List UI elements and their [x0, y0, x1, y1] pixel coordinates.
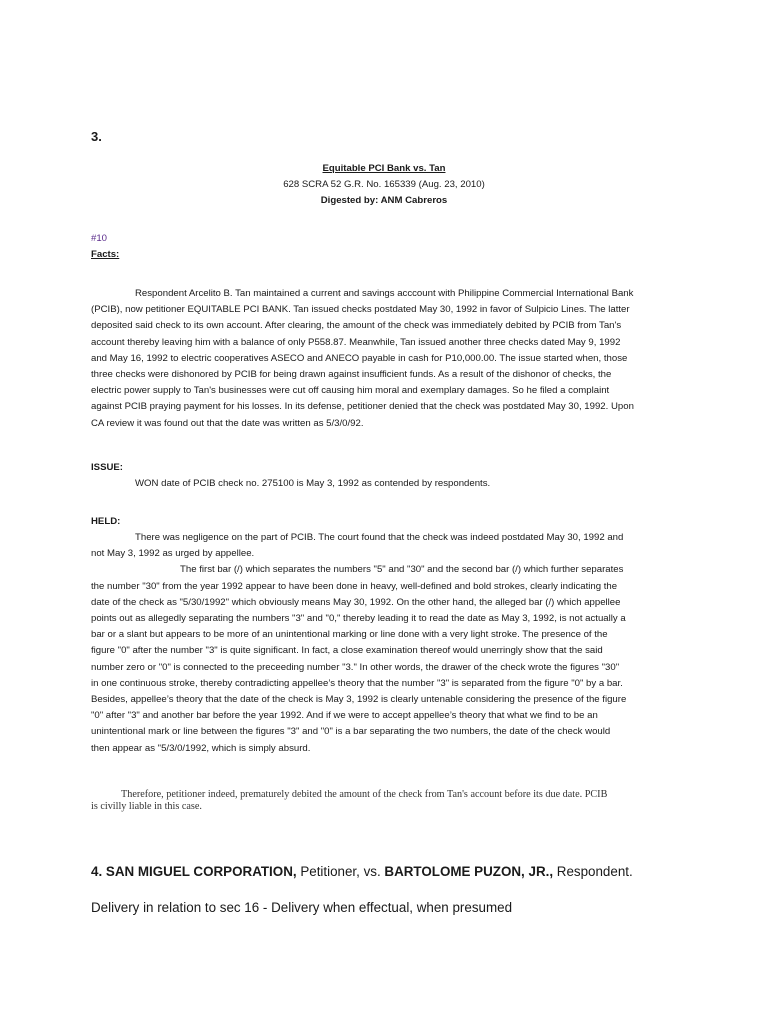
held-line: bar or a slant but appears to be more of an unintentional marking or line done with a very light stroke. The presence of the: [91, 629, 608, 641]
digest-tag: #10: [91, 233, 108, 244]
held-line: Besides, appellee’s theory that the date of the check is May 3, 1992 is clearly untenable considering the presence of the figure: [91, 694, 627, 706]
next-case-petitioner: 4. SAN MIGUEL CORPORATION,: [91, 864, 297, 879]
facts-line: against PCIB praying payment for his losses. In its defense, petitioner denied that the check was postdated May 30, 1992. Upon: [91, 401, 634, 413]
conclusion-line: is civilly liable in this case.: [91, 801, 202, 813]
case-number: 3.: [91, 129, 102, 144]
issue-text: WON date of PCIB check no. 275100 is May 3, 1992 as contended by respondents.: [135, 478, 491, 489]
next-case-respondent: BARTOLOME PUZON, JR.,: [384, 864, 554, 879]
facts-line: and May 16, 1992 to electric cooperatives ASECO and ANECO payable in cash for P10,000.00. The issue started when, those: [91, 352, 628, 364]
next-case-petitioner-role: Petitioner, vs.: [296, 864, 385, 879]
held-line: "0" after "3" and another bar before the year 1992. And if we were to accept appellee’s theory that what we find to be an: [91, 710, 598, 722]
held-line: not May 3, 1992 as urged by appellee.: [91, 548, 255, 560]
held-line: in one continuous stroke, thereby contradicting appellee’s theory that the number "3" is separated from the figure "0" by a bar.: [91, 677, 623, 689]
next-case-respondent-role: Respondent.: [553, 864, 633, 879]
held-line: The first bar (/) which separates the numbers "5" and "30" and the second bar (/) which further separates: [180, 564, 624, 576]
held-line: figure "0" after the number "3" is quite significant. In fact, a close examination thereof would unerringly show that the said: [91, 645, 603, 657]
facts-paragraph: [91, 286, 677, 432]
held-line: the number "30" from the year 1992 appear to have been done in heavy, well-defined and bold strokes, clearly indicating the: [91, 580, 618, 592]
facts-line: Respondent Arcelito B. Tan maintained a current and savings acccount with Philippine Commercial International Bank: [135, 288, 634, 299]
facts-line: account thereby leaving him with a balance of only P558.87. Meanwhile, Tan issued another three checks dated May 9, 1992: [91, 336, 621, 348]
held-line: points out as allegedly separating the numbers "3" and "0," thereby leading it to read the date as May 3, 1992, is not actually a: [91, 613, 626, 625]
held-line: There was negligence on the part of PCIB. The court found that the check was indeed postdated May 30, 1992 and: [135, 532, 624, 543]
held-line: number zero or "0" is connected to the preceeding number "3." In other words, the drawer of the check wrote the figures "30": [91, 661, 620, 673]
held-line: unintentional mark or line between the figures "3" and "0" is a bar separating the two numbers, the date of the check would: [91, 726, 611, 738]
held-line: then appear as "5/3/0/1992, which is simply absurd.: [91, 742, 311, 754]
next-case-heading: [91, 864, 633, 879]
held-line: date of the check as "5/30/1992" which obviously means May 30, 1992. On the other hand, the alleged bar (/) which appellee: [91, 596, 621, 608]
conclusion-line: Therefore, petitioner indeed, prematurely debited the amount of the check from Tan's account before its due date. PCIB: [121, 789, 608, 800]
next-case-topic: Delivery in relation to sec 16 - Delivery when effectual, when presumed: [91, 900, 513, 915]
facts-line: (PCIB), now petitioner EQUITABLE PCI BANK. Tan issued checks postdated May 30, 1992 in favor of Sulpicio Lines. The latter: [91, 304, 630, 316]
conclusion-paragraph: [91, 789, 679, 814]
facts-heading: Facts:: [91, 249, 120, 260]
facts-line: electric power supply to Tan's businesses were cut off causing him moral and exemplary damages. So he filed a complaint: [91, 385, 610, 397]
facts-line: deposited said check to its own account. After clearing, the amount of the check was immediately debited by PCIB from Tan's: [91, 320, 622, 332]
facts-line: three checks were dishonored by PCIB for being drawn against insufficient funds. As a result of the dishonor of checks, the: [91, 369, 612, 381]
case-citation: 628 SCRA 52 G.R. No. 165339 (Aug. 23, 2010): [283, 179, 485, 190]
digest-author: Digested by: ANM Cabreros: [320, 195, 448, 206]
held-paragraph: [91, 530, 677, 757]
case-title: Equitable PCI Bank vs. Tan: [322, 163, 446, 174]
held-heading: HELD:: [91, 516, 121, 527]
facts-line: CA review it was found out that the date was written as 5/3/0/92.: [91, 417, 364, 429]
issue-heading: ISSUE:: [91, 462, 123, 473]
